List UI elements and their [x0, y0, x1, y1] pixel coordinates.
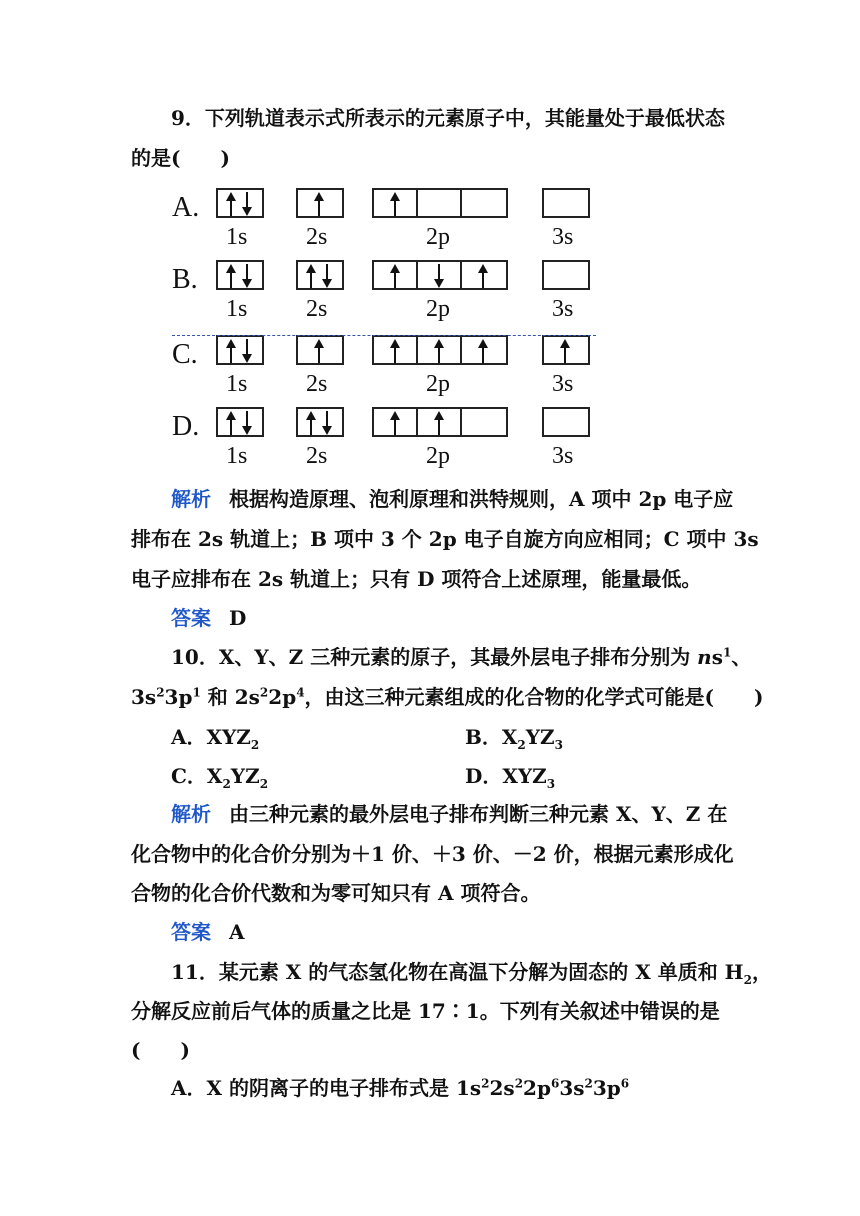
orbital-cell	[218, 409, 262, 435]
orbital-label: 3s	[552, 296, 574, 322]
orbital-cell	[374, 337, 418, 363]
q10-option-d	[465, 764, 556, 791]
q9-answer	[171, 606, 246, 630]
q10-option-c	[171, 764, 269, 791]
q10-optB-sub2: 3	[554, 738, 564, 752]
spin-up-arrow-icon	[304, 264, 318, 292]
orbital-cell	[462, 262, 506, 288]
q10-l2-e: ，由这三种元素组成的化合物的化学式可能是( )	[304, 685, 764, 709]
q10-l2-a: 3s	[131, 685, 157, 709]
spin-up-arrow-icon	[224, 192, 238, 220]
q10-l2-d: 2p	[268, 685, 297, 709]
orbital-label: 2s	[306, 224, 328, 250]
q10-optD-text: D．XYZ	[465, 764, 547, 788]
q11-optA-b: 2s	[489, 1076, 515, 1100]
orbital-label: 2p	[426, 371, 450, 397]
q10-stem-sup: 1	[722, 645, 732, 660]
q11-optA-s5: 6	[620, 1076, 630, 1091]
orbital-cell	[374, 190, 418, 216]
orbital-label: 1s	[226, 371, 248, 397]
q11-optA-s3: 6	[550, 1076, 560, 1091]
q11-optA-s2: 2	[514, 1076, 524, 1091]
q10-optB-text2: YZ	[525, 725, 555, 749]
q11-stem-sub: 2	[743, 973, 752, 987]
q10-optD-sub: 3	[546, 777, 556, 791]
orbital-label: 3s	[552, 371, 574, 397]
q9-analysis-line3: 电子应排布在 2s 轨道上；只有 D 项符合上述原理，能量最低。	[131, 567, 702, 591]
q9-analysis-label: 解析	[171, 487, 211, 511]
q10-answer	[171, 920, 245, 944]
spin-up-arrow-icon	[432, 411, 446, 439]
q10-l2-c-sup: 2	[259, 685, 269, 700]
q11-optA-d: 3s	[559, 1076, 585, 1100]
orbital-label: 3s	[552, 443, 574, 469]
q10-answer-value: A	[229, 920, 245, 944]
q10-stem-a: 10．X、Y、Z 三种元素的原子，其最外层电子排布分别为	[171, 645, 698, 669]
orbital-option-row	[172, 335, 612, 395]
q10-l2-d-sup: 4	[296, 685, 305, 700]
orbital-label: 3s	[552, 224, 574, 250]
orbital-cell	[298, 337, 342, 363]
spin-up-arrow-icon	[432, 339, 446, 367]
q9-answer-value: D	[229, 606, 247, 630]
orbital-cell	[418, 337, 462, 363]
q10-optC-sub: 2	[222, 777, 231, 791]
orbital-box	[216, 188, 264, 218]
orbital-cell	[418, 409, 462, 435]
orbital-cell	[298, 262, 342, 288]
orbital-option-row	[172, 407, 612, 467]
q11-option-a	[171, 1076, 629, 1100]
orbital-label: 1s	[226, 443, 248, 469]
orbital-cell	[462, 409, 506, 435]
q11-stem-a: 11．某元素 X 的气态氢化物在高温下分解为固态的 X 单质和 H	[171, 960, 744, 984]
orbital-box	[372, 260, 508, 290]
q10-stem-line1	[171, 645, 751, 669]
orbital-cell	[218, 262, 262, 288]
spin-up-arrow-icon	[558, 339, 572, 367]
spin-up-arrow-icon	[388, 339, 402, 367]
q11-stem-end: ，	[751, 960, 772, 984]
q10-optC-text2: YZ	[230, 764, 260, 788]
q10-analysis-label: 解析	[171, 802, 211, 826]
orbital-box	[372, 188, 508, 218]
orbital-box	[296, 188, 344, 218]
q10-optA-text: A．XYZ	[171, 725, 251, 749]
q10-optB-text: B．X	[465, 725, 518, 749]
q9-analysis-line2: 排布在 2s 轨道上；B 项中 3 个 2p 电子自旋方向应相同；C 项中 3s	[131, 527, 759, 551]
orbital-cell	[418, 190, 462, 216]
spin-up-arrow-icon	[312, 192, 326, 220]
spin-up-arrow-icon	[476, 264, 490, 292]
spin-up-arrow-icon	[388, 264, 402, 292]
spin-down-arrow-icon	[240, 411, 254, 439]
orbital-label: 2p	[426, 224, 450, 250]
q11-optA-s1: 2	[481, 1076, 490, 1091]
spin-up-arrow-icon	[224, 339, 238, 367]
orbital-label: 2p	[426, 443, 450, 469]
orbital-option-row	[172, 188, 612, 248]
q10-stem-end: 、	[731, 645, 752, 669]
q10-l2-b-sup: 1	[192, 685, 201, 700]
q11-stem-line2: 分解反应前后气体的质量之比是 17∶1。下列有关叙述中错误的是	[131, 999, 720, 1023]
orbital-cell	[544, 409, 588, 435]
option-letter: A.	[172, 192, 200, 223]
spin-down-arrow-icon	[240, 339, 254, 367]
orbital-label: 2s	[306, 371, 328, 397]
q10-optA-sub: 2	[250, 738, 260, 752]
spin-down-arrow-icon	[240, 264, 254, 292]
spin-up-arrow-icon	[224, 264, 238, 292]
spin-up-arrow-icon	[388, 192, 402, 220]
orbital-box	[542, 407, 590, 437]
q10-l2-c: 和 2s	[200, 685, 260, 709]
orbital-label: 1s	[226, 296, 248, 322]
orbital-box	[542, 260, 590, 290]
q10-l2-b: 3p	[164, 685, 193, 709]
q10-l2-a-sup: 2	[156, 685, 165, 700]
q11-optA-c: 2p	[523, 1076, 551, 1100]
q11-stem-line3: ( )	[131, 1038, 190, 1062]
orbital-cell	[218, 337, 262, 363]
orbital-box	[372, 335, 508, 365]
orbital-box	[216, 407, 264, 437]
orbital-cell	[418, 262, 462, 288]
orbital-box	[216, 260, 264, 290]
orbital-box	[296, 407, 344, 437]
q10-option-a	[171, 725, 260, 752]
q9-stem-line1: 9．下列轨道表示式所表示的元素原子中，其能量处于最低状态	[171, 106, 725, 130]
orbital-label: 2s	[306, 443, 328, 469]
q10-optB-sub: 2	[517, 738, 526, 752]
spin-up-arrow-icon	[312, 339, 326, 367]
q10-analysis-text1: 由三种元素的最外层电子排布判断三种元素 X、Y、Z 在	[229, 802, 728, 826]
orbital-box	[542, 188, 590, 218]
q11-optA-s4: 2	[584, 1076, 593, 1091]
orbital-cell	[218, 190, 262, 216]
q10-optC-sub2: 2	[259, 777, 269, 791]
orbital-cell	[298, 409, 342, 435]
dotted-divider	[172, 335, 596, 336]
spin-up-arrow-icon	[304, 411, 318, 439]
q9-analysis-line1	[171, 487, 733, 511]
q10-stem-n: n	[697, 645, 712, 669]
spin-up-arrow-icon	[388, 411, 402, 439]
q10-analysis-line2: 化合物中的化合价分别为＋1 价、＋3 价、－2 价，根据元素形成化	[131, 842, 734, 866]
orbital-box	[542, 335, 590, 365]
spin-down-arrow-icon	[240, 192, 254, 220]
option-letter: D.	[172, 411, 200, 442]
q10-answer-label: 答案	[171, 920, 211, 944]
orbital-box	[296, 260, 344, 290]
q11-optA-a: A．X 的阴离子的电子排布式是 1s	[171, 1076, 482, 1100]
orbital-cell	[462, 190, 506, 216]
orbital-cell	[462, 337, 506, 363]
orbital-cell	[374, 262, 418, 288]
q9-stem-line2: 的是( )	[131, 146, 230, 170]
orbital-label: 2s	[306, 296, 328, 322]
orbital-option-row	[172, 260, 612, 320]
orbital-box	[216, 335, 264, 365]
spin-up-arrow-icon	[476, 339, 490, 367]
q11-optA-e: 3p	[592, 1076, 621, 1100]
spin-up-arrow-icon	[224, 411, 238, 439]
q10-analysis-line3: 合物的化合价代数和为零可知只有 A 项符合。	[131, 881, 541, 905]
orbital-cell	[374, 409, 418, 435]
orbital-cell	[544, 262, 588, 288]
q10-option-b	[465, 725, 564, 752]
option-letter: B.	[172, 264, 198, 295]
q10-optC-text: C．X	[171, 764, 223, 788]
spin-down-arrow-icon	[320, 411, 334, 439]
orbital-label: 1s	[226, 224, 248, 250]
q10-stem-line2	[131, 685, 763, 709]
orbital-cell	[544, 337, 588, 363]
q9-answer-label: 答案	[171, 606, 211, 630]
q11-stem-line1	[171, 960, 772, 987]
orbital-label: 2p	[426, 296, 450, 322]
q10-stem-s: s	[711, 645, 723, 669]
orbital-cell	[298, 190, 342, 216]
q9-analysis-text1: 根据构造原理、泡利原理和洪特规则，A 项中 2p 电子应	[229, 487, 734, 511]
orbital-box	[372, 407, 508, 437]
q10-analysis-line1	[171, 802, 727, 826]
spin-down-arrow-icon	[432, 264, 446, 292]
orbital-box	[296, 335, 344, 365]
spin-down-arrow-icon	[320, 264, 334, 292]
option-letter: C.	[172, 339, 198, 370]
orbital-cell	[544, 190, 588, 216]
